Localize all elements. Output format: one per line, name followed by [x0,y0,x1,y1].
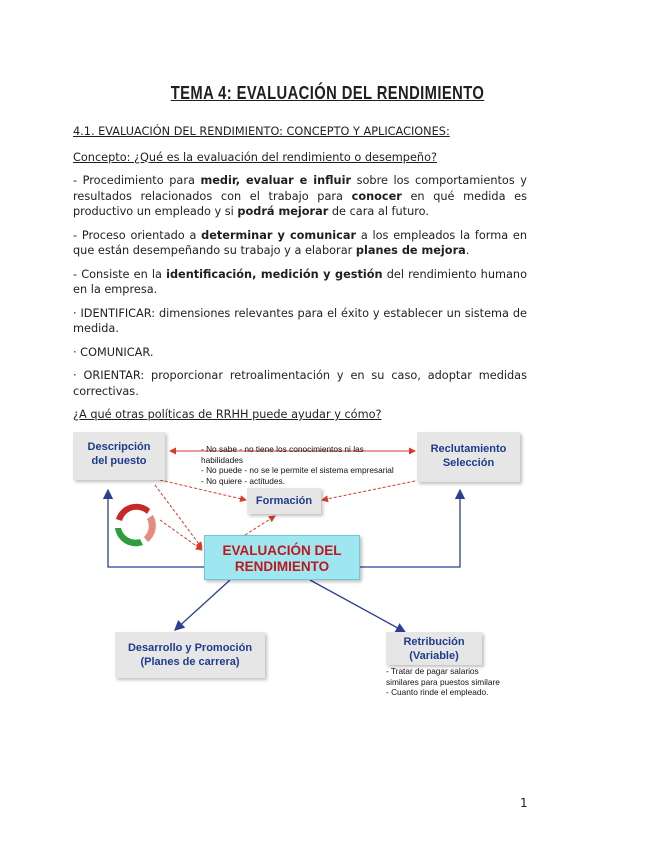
evaluacion-line-2: RENDIMIENTO [234,559,330,574]
paragraph-1 [73,173,527,220]
retribucion-note-3: - Cuanto rinde el empleado. [386,687,489,697]
p3-bold-1: identificación, medición y gestión [166,267,383,281]
document-body [73,124,527,431]
question-heading: ¿A qué otras políticas de RRHH puede ayudar y cómo? [73,408,382,421]
evaluacion-line-1: EVALUACIÓN DEL [222,543,342,558]
descripcion-line-2: del puesto [91,455,147,467]
p2-bold-2: planes de mejora [355,244,466,257]
paragraph-2 [73,228,527,259]
formacion-note-2: habilidades [201,454,243,465]
page-number: 1 [520,796,528,810]
concept-heading: Concepto: ¿Qué es la evaluación del rendimiento o desempeño? [73,150,437,164]
section-heading: 4.1. EVALUACIÓN DEL RENDIMIENTO: CONCEPTO Y APLICACIONES: [73,125,450,138]
paragraph-3 [73,267,527,298]
p2-text-1: - Proceso orientado a [73,228,202,242]
p1-bold-1: medir, evaluar e influir [200,174,352,187]
evaluacion-rendimiento-box [204,535,360,580]
paragraph-6: · ORIENTAR: proporcionar retroalimentación y en su caso, adoptar medidas correctivas. [73,369,527,398]
formacion-note-1: - No sabe - no tiene los conocimientos ni las [201,444,364,454]
p1-text-4: de cara al futuro. [328,205,429,218]
formacion-note-4: - No quiere - actitudes. [201,475,285,486]
p3-text-1: - Consiste en la [73,267,167,281]
dashed-arrow-eval-to-formacion [245,516,275,535]
p1-text-2: sobre los comportamientos y resultados relacionados con el trabajo para [73,174,527,203]
page-title: TEMA 4: EVALUACIÓN DEL RENDIMIENTO [170,83,485,103]
dashed-arrow-desc-to-eval [155,485,202,548]
p1-bold-3: podrá mejorar [237,205,329,218]
p1-bold-2: conocer [351,189,402,203]
dashed-arrow-cycle-to-eval [160,520,202,550]
desarrollo-line-1: Desarrollo y Promoción [127,642,253,654]
hr-policies-diagram [70,420,540,712]
p3-text-2: del rendimiento humano en la empresa. [73,267,527,296]
paragraph-4: · IDENTIFICAR: dimensiones relevantes para el éxito y establecer un sistema de medida. [73,306,527,335]
p1-text-3: en qué medida es productivo un empleado y si [73,189,527,218]
p2-bold-1: determinar y comunicar [201,228,357,242]
retribucion-box [386,632,482,665]
paragraph-5: · COMUNICAR. [73,345,154,359]
descripcion-line-1: Descripción [87,441,151,453]
p2-text-2: a los empleados la forma en que están desempeñando su trabajo y a elaborar [73,228,527,257]
descripcion-del-puesto-box [73,432,165,480]
retribucion-line-1: Retribución [403,636,465,648]
retribucion-notes [386,666,536,698]
reclutamiento-seleccion-box [417,432,520,482]
reclutamiento-line-2: Selección [442,457,495,469]
desarrollo-promocion-box [115,632,265,678]
p2-text-3: . [465,244,470,257]
retribucion-line-2: (Variable) [409,650,459,662]
retribucion-note-2: similares para puestos similare [386,676,500,687]
retribucion-note-1: - Tratar de pagar salarios [386,666,479,676]
p1-text-1: - Procedimiento para [73,174,201,187]
arrow-eval-to-descripcion [108,490,204,567]
formacion-label: Formación [255,495,313,507]
arrow-eval-to-desarrollo [175,580,230,630]
reclutamiento-line-1: Reclutamiento [430,443,507,455]
formacion-box [247,488,321,514]
desarrollo-line-2: (Planes de carrera) [140,656,240,668]
arrow-eval-to-retribucion [310,580,405,632]
arrow-eval-to-reclutamiento [360,490,460,567]
formacion-note-3: - No puede - no se le permite el sistema empresarial [201,465,394,475]
cycle-icon [115,504,156,546]
formacion-notes [201,444,401,486]
